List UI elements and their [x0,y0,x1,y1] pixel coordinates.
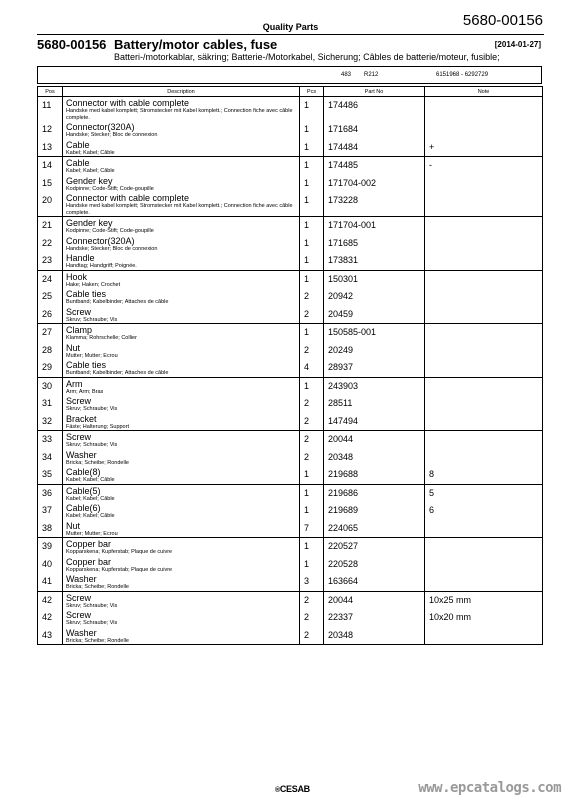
page-code: 5680-00156 [462,12,543,29]
row-pcs: 1 [304,220,310,230]
row-pos: 38 [42,522,53,533]
row-pcs: 7 [304,522,310,533]
row-pcs: 2 [304,594,310,605]
row-note [425,324,542,327]
row-note: + [429,141,435,152]
row-pcs: 1 [304,160,310,170]
table-row [38,359,543,377]
row-translation: Bricka; Scheibe; Rondelle [66,459,129,466]
row-note [425,175,542,178]
row-note [425,413,542,416]
row-pos: 21 [42,220,53,230]
row-description: Cable(6) [66,503,101,513]
row-part-no: 20044 [328,594,354,605]
row-part-no: 163664 [328,576,359,586]
section-title: Battery/motor cables, fuse [114,37,278,52]
row-translation: Fäste; Halterung; Support [66,423,129,430]
row-pcs: 2 [304,612,310,622]
row-note [425,520,542,523]
row-pos: 22 [42,237,53,248]
row-part-no: 173228 [328,195,359,205]
row-description: Handle [66,253,95,263]
row-translation: Buntband; Kabelbinder; Attaches de câble [66,299,169,305]
col-part-header: Part No [324,87,425,97]
row-part-no: 20459 [328,308,354,319]
row-description: Arm [66,378,83,389]
table-row [38,270,543,288]
row-part-no: 150585-001 [328,327,377,337]
row-part-no: 20942 [328,291,354,301]
row-note [425,573,542,576]
row-pos: 24 [42,273,53,284]
row-note [425,235,542,238]
row-pcs: 1 [304,558,310,569]
row-translation: Kopparskena; Kupferstab; Plaque de cuivre [66,566,173,573]
row-translation: Klamma; Rohrschelle; Collier [66,335,137,341]
row-pos: 28 [42,344,53,355]
row-description: Nut [66,520,81,531]
row-pcs: 1 [304,124,310,134]
row-description: Gender key [66,175,113,186]
row-note: - [429,160,432,170]
row-pcs: 1 [304,273,310,284]
row-part-no: 28511 [328,398,353,408]
row-pcs: 2 [304,434,310,444]
row-pcs: 1 [304,541,310,551]
row-translation: Handske; Stecker; Bloc de connexion [66,245,158,252]
row-description: Screw [66,592,92,603]
row-pos: 34 [42,451,53,462]
model-serial: 6151968 - 6292729 [436,72,489,78]
table-row [38,466,543,484]
table-row [38,121,543,139]
row-translation: Kopparskena; Kupferstab; Plaque de cuivre [66,549,173,555]
section-subtitle: Batteri-/motorkablar, säkring; Batterie-/Motorkabel, Sicherung; Câbles de batterie/moteur, fusible; [114,52,500,62]
row-pcs: 1 [304,100,310,110]
row-description: Nut [66,342,81,353]
row-pcs: 2 [304,451,310,462]
row-part-no: 174485 [328,160,359,170]
table-row [38,175,543,193]
row-part-no: 243903 [328,380,359,391]
row-translation: Kabel; Kabel; Câble [66,513,115,519]
row-translation: Buntband; Kabelbinder; Attaches de câble [66,370,169,376]
row-description: Cable(5) [66,485,101,496]
row-description: Cable(8) [66,467,101,477]
row-translation: Arm; Arm; Bras [66,388,104,395]
row-pos: 40 [42,558,53,569]
table-row [38,413,543,431]
table-row [38,377,543,395]
row-pos: 43 [42,629,53,640]
row-note [425,271,542,274]
row-pcs: 2 [304,308,310,319]
table-row [38,324,543,342]
row-description: Bracket [66,413,97,424]
row-translation: Skruv; Schraube; Vis [66,316,118,323]
row-pos: 30 [42,380,53,391]
row-description: Clamp [66,325,93,335]
row-note [425,97,542,100]
row-note [425,306,542,309]
row-part-no: 150301 [328,273,359,284]
row-pcs: 1 [304,469,310,479]
row-description: Cable ties [66,289,107,299]
row-translation: Handske; Stecker; Bloc de connexion [66,132,158,138]
table-row [38,288,543,306]
row-note: 8 [429,469,435,479]
table-row [38,591,543,609]
row-pos: 15 [42,177,53,188]
table-row [38,556,543,574]
col-desc-header: Description [63,87,300,97]
row-description: Connector(320A) [66,122,135,132]
row-note [425,395,542,398]
row-pcs: 1 [304,255,310,265]
row-pcs: 1 [304,487,310,498]
table-row [38,538,543,556]
row-pos: 31 [42,398,53,408]
row-pos: 41 [42,576,53,586]
row-pcs: 3 [304,576,310,586]
row-part-no: 219689 [328,505,359,515]
row-note [425,378,542,381]
row-part-no: 174486 [328,100,359,110]
row-translation: Handtag; Handgriff; Poignée. [66,263,137,269]
row-translation: Skruv; Schraube; Vis [66,406,118,412]
website-watermark: www.epcatalogs.com [418,780,561,796]
row-pos: 42 [42,594,53,605]
row-pos: 32 [42,415,53,426]
table-row [38,502,543,520]
row-pcs: 2 [304,291,310,301]
row-note [425,121,542,124]
table-row [38,395,543,413]
row-part-no: 219688 [328,469,359,479]
row-note [425,288,542,291]
table-row [38,306,543,324]
row-pcs: 2 [304,398,310,408]
row-part-no: 219686 [328,487,359,498]
row-description: Copper bar [66,539,112,549]
row-translation: Bricka; Scheibe; Rondelle [66,637,129,644]
table-row [38,449,543,467]
row-description: Washer [66,627,97,638]
table-row [38,484,543,502]
row-translation: Mutter; Mutter; Ecrou [66,352,118,359]
row-description: Washer [66,449,97,460]
row-pcs: 1 [304,327,310,337]
row-translation: Skruv; Schraube; Vis [66,442,118,448]
row-pos: 14 [42,160,53,170]
row-translation: Kodpinne; Code-Stift; Code-goupille [66,185,154,192]
row-description: Screw [66,396,92,406]
row-note [425,538,542,541]
row-translation: Skruv; Schraube; Vis [66,602,118,609]
row-description: Screw [66,432,92,442]
row-pos: 27 [42,327,53,337]
table-row [38,609,543,627]
row-part-no: 28937 [328,362,354,372]
row-note [425,449,542,452]
row-pos: 11 [42,100,52,110]
row-part-no: 22337 [328,612,354,622]
row-translation: Kodpinne; Code-Stift; Code-goupille [66,228,154,234]
row-description: Cable ties [66,360,107,370]
row-note [425,252,542,255]
row-pcs: 1 [304,505,310,515]
row-translation: Handske med kabel komplett; Stromstecker mit Kabel komplett.; Connection fiche avec câble complete. [66,108,293,121]
row-translation: Bricka; Scheibe; Rondelle [66,584,129,590]
row-part-no: 171684 [328,124,359,134]
row-description: Cable [66,139,90,150]
row-note: 10x20 mm [429,612,472,622]
row-note [425,627,542,630]
row-note [425,192,542,195]
row-part-no: 171704-001 [328,220,377,230]
table-row [38,431,543,449]
row-translation: Handske med kabel komplett; Stromstecker mit Kabel komplett.; Connection fiche avec câble complete. [66,203,293,216]
table-row [38,157,543,175]
table-row [38,573,543,591]
row-pos: 23 [42,255,53,265]
table-row [38,97,543,122]
model-b: R212 [364,72,379,78]
row-translation: Hake; Haken; Crochet [66,281,121,288]
row-pos: 20 [42,195,53,205]
row-pcs: 1 [304,237,310,248]
row-pcs: 1 [304,380,310,391]
row-note [425,359,542,362]
row-description: Washer [66,574,97,584]
row-part-no: 20249 [328,344,354,355]
row-translation: Kabel; Kabel; Câble [66,495,115,502]
row-translation: Mutter; Mutter; Ecrou [66,530,118,537]
row-pcs: 1 [304,141,310,152]
row-part-no: 20348 [328,629,354,640]
row-pos: 26 [42,308,53,319]
row-description: Screw [66,610,92,620]
row-description: Screw [66,306,92,317]
row-pos: 12 [42,124,53,134]
header-rule [37,34,544,35]
col-pcs-header: Pcs [300,87,324,97]
row-description: Gender key [66,218,113,228]
row-pcs: 2 [304,629,310,640]
parts-table [37,86,543,645]
row-pos: 35 [42,469,53,479]
row-part-no: 173831 [328,255,359,265]
table-row [38,627,543,645]
row-pos: 39 [42,541,53,551]
row-part-no: 220528 [328,558,359,569]
row-note: 10x25 mm [429,594,472,605]
row-pcs: 1 [304,195,310,205]
row-pos: 37 [42,505,53,515]
row-description: Copper bar [66,556,112,567]
row-note [425,342,542,345]
row-part-no: 171685 [328,237,359,248]
row-pos: 33 [42,434,53,444]
row-pos: 42 [42,612,53,622]
row-pcs: 2 [304,415,310,426]
section-code: 5680-00156 [37,37,107,52]
row-part-no: 174484 [328,141,359,152]
table-row [38,235,543,253]
table-header [38,87,543,97]
row-description: Cable [66,158,90,168]
row-translation: Kabel; Kabel; Câble [66,149,115,156]
row-note [425,217,542,220]
col-pos-header: Pos [38,87,63,97]
row-note: 5 [429,487,435,498]
col-note-header: Note [425,87,543,97]
row-note: 6 [429,505,435,515]
table-row [38,342,543,360]
row-description: Connector with cable complete [66,193,190,203]
row-part-no: 171704-002 [328,177,377,188]
table-row [38,520,543,538]
row-description: Connector(320A) [66,235,135,246]
row-pos: 25 [42,291,53,301]
row-part-no: 224065 [328,522,359,533]
header-title: Quality Parts [262,22,319,32]
row-note [425,431,542,434]
row-translation: Kabel; Kabel; Câble [66,168,115,174]
row-part-no: 20348 [328,451,354,462]
row-note [425,556,542,559]
table-row [38,217,543,235]
row-pos: 36 [42,487,53,498]
table-row [38,139,543,157]
table-row [38,192,543,217]
row-part-no: 147494 [328,415,359,426]
model-a: 483 [341,72,352,78]
section-date: [2014-01-27] [494,40,541,49]
row-pcs: 2 [304,344,310,355]
brand-logo: ®CESAB [275,784,310,794]
row-pos: 29 [42,362,53,372]
row-pcs: 4 [304,362,310,372]
row-description: Hook [66,271,88,282]
row-pos: 13 [42,141,53,152]
row-translation: Kabel; Kabel; Câble [66,477,115,483]
row-description: Connector with cable complete [66,98,190,108]
row-translation: Skruv; Schraube; Vis [66,620,118,626]
row-part-no: 20044 [328,434,354,444]
row-part-no: 220527 [328,541,359,551]
table-row [38,252,543,270]
row-pcs: 1 [304,177,310,188]
